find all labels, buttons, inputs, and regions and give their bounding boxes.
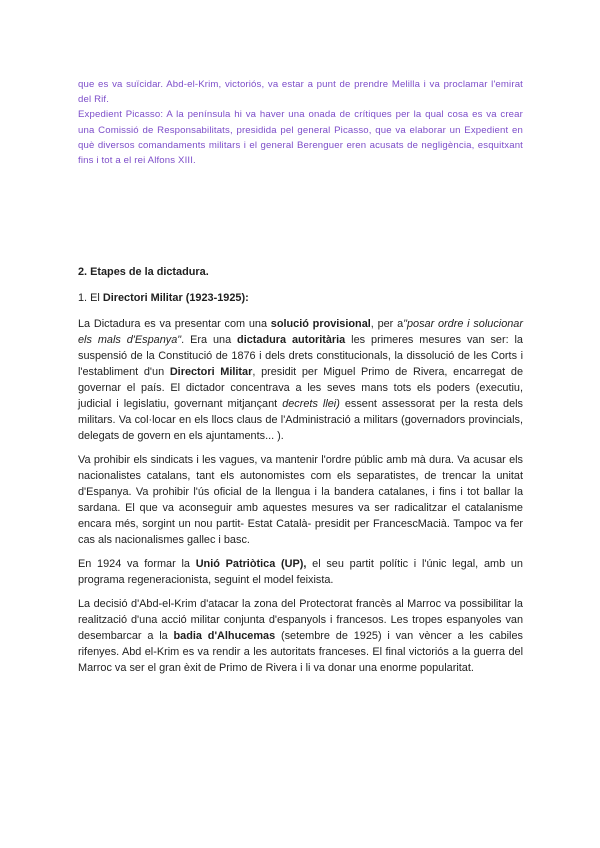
paragraph-rif: que es va suïcidar. Abd-el-Krim, victoriós, va estar a punt de prendre Melilla i va proclamar l'emirat del Rif. — [78, 79, 523, 106]
subsection-heading: 1. El Directori Militar (1923-1925): — [78, 292, 249, 304]
section-heading: 2. Etapes de la dictadura. — [78, 266, 209, 278]
paragraph-prohibicions: Va prohibir els sindicats i les vagues, va mantenir l'ordre públic amb mà dura. Va acusar els nacionalistes catalans, tant els autonomistes com els separatistes, de trencar la unitat d'Espanya. Va prohibir l'ús oficial de la llengua i la bandera catalanes, i fins i tot ballar la sardana. El que va aconseguir amb aquestes mesures va ser radicalitzar el catalanisme encara més, sorgint un nou partit- Estat Català- presidit per FrancescMacià. Tampoc va fer cas als nacionalismes gallec i basc. — [78, 454, 523, 546]
previous-section-fragment — [78, 77, 523, 168]
paragraph-marroc: La decisió d'Abd-el-Krim d'atacar la zona del Protectorat francès al Marroc va possibilitar la realització d'una acció militar conjunta d'espanyols i francesos. Les tropes espanyoles van desembarcar a la badia d'Alhucemas (setembre de 1925) i van vèncer a les cabiles rifenyes. Abd el-Krim es va rendir a les autoritats franceses. El final victoriós a la guerra del Marroc va ser el gran èxit de Primo de Rivera i li va donar una enorme popularitat. — [78, 598, 523, 674]
paragraph-expedient-picasso: Expedient Picasso: A la península hi va haver una onada de crítiques per la qual cosa es va crear una Comissió de Responsabilitats, presidida pel general Picasso, que va elaborar un Expedient en què diversos comandaments militars i el general Berenguer eren acusats de negligència, esquitxant fins i tot a el rei Alfons XIII. — [78, 109, 523, 167]
paragraph-unio-patriotica: En 1924 va formar la Unió Patriòtica (UP), el seu partit polític i l'únic legal, amb un programa regeneracionista, seguint el model feixista. — [78, 558, 523, 586]
paragraph-dictadura: La Dictadura es va presentar com una solució provisional, per a"posar ordre i solucionar els mals d'Espanya". Era una dictadura autoritària les primeres mesures van ser: la suspensió de la Constitució de 1876 i dels drets constitucionals, la dissolució de les Corts i l'establiment d'un Directori Militar, presidit per Miguel Primo de Rivera, encarregat de governar el país. El dictador concentrava a les seves mans tots els poders (executiu, judicial i legislatiu, governant mitjançant decrets llei) essent assessorat per la resta dels militars. Va col·locar en els llocs claus de l'Administració a militars (governadors provincials, delegats de govern en els ajuntaments... ). — [78, 318, 523, 442]
picasso-label: Expedient Picasso: — [78, 109, 164, 121]
main-content — [78, 264, 523, 684]
